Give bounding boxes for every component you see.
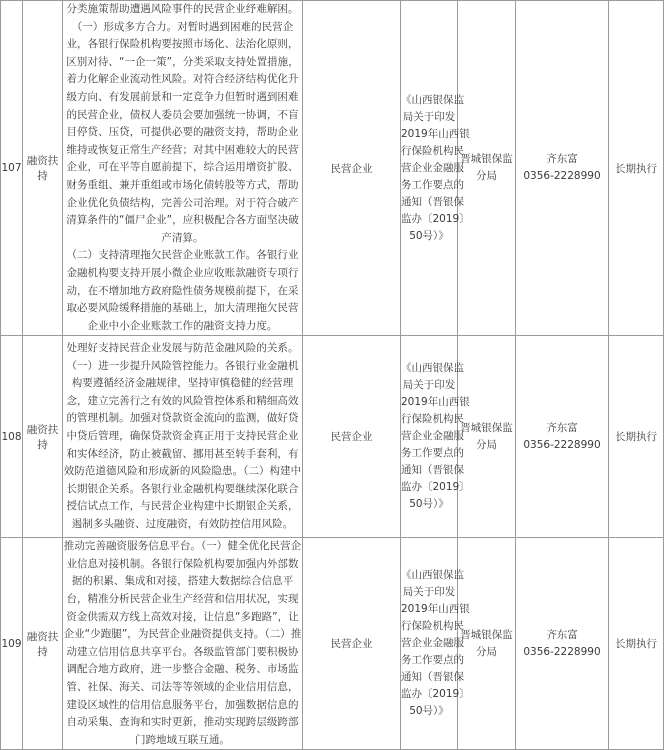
document-line: 监办〔2019〕 xyxy=(401,688,470,701)
document-line: 监办〔2019〕 xyxy=(401,212,470,225)
target-cell: 民营企业 xyxy=(303,336,401,538)
term-cell: 长期执行 xyxy=(609,1,664,336)
contact-phone: 0356-2228990 xyxy=(523,645,601,658)
department-cell xyxy=(458,538,516,750)
contact-cell xyxy=(516,1,609,336)
policy-document-cell xyxy=(401,336,470,538)
document-line: 50号）》 xyxy=(409,498,449,511)
document-line: 行保险机构民 xyxy=(401,144,464,157)
contact-name: 齐东富 xyxy=(546,421,578,434)
policy-document-cell xyxy=(401,538,470,750)
document-line: 2019年山西银 xyxy=(401,603,470,616)
document-line: 局关于印发 xyxy=(402,379,456,392)
document-line: 营企业金融服 xyxy=(401,637,464,650)
category-cell: 融资扶持 xyxy=(23,1,63,336)
document-line: 营企业金融服 xyxy=(401,161,464,174)
document-line: 2019年山西银 xyxy=(401,396,470,409)
department-line: 分局 xyxy=(476,645,497,658)
policy-document-cell xyxy=(401,1,470,336)
document-line: 行保险机构民 xyxy=(401,413,464,426)
category-cell: 融资扶持 xyxy=(23,336,63,538)
contact-phone: 0356-2228990 xyxy=(523,438,601,451)
contact-cell xyxy=(516,336,609,538)
document-line: 通知（晋银保 xyxy=(401,195,464,208)
row-number: 107 xyxy=(1,1,23,336)
department-cell xyxy=(458,1,516,336)
row-number: 108 xyxy=(1,336,23,538)
policy-content-cell xyxy=(63,1,303,336)
document-line: 通知（晋银保 xyxy=(401,464,464,477)
document-line: 局关于印发 xyxy=(402,586,456,599)
document-line: 监办〔2019〕 xyxy=(401,481,470,494)
document-line: 2019年山西银 xyxy=(401,127,470,140)
policy-content-paragraph: 分类施策帮助遭遇风险事件的民营企业纾难解困。 xyxy=(66,3,299,15)
table-row xyxy=(1,538,664,750)
policy-content-paragraph: （一）进一步提升风险管控能力。各银行业金融机构要遵循经济金融规律，坚持审慎稳健的经营理念，建立完善行之有效的风险管控体系和精细高效的管理机制。加强对贷款资金流向的监测，做好贷中贷后管理，确保贷款资金真正用于支持民营企业和实体经济，防止被截留、挪用甚至转手套利，有效防范道德风险和形成新的风险隐患。（二）构建中长期银企关系。各银行业金融机构要继续深化联合授信试点工作，与民营企业构建中长期银企关系，遏制多头融资、过度融资，有效防控信用风险。 xyxy=(63,359,302,530)
term-cell: 长期执行 xyxy=(609,538,664,750)
document-line: 《山西银保监 xyxy=(401,362,464,375)
document-line: 务工作要点的 xyxy=(401,178,464,191)
row-number: 109 xyxy=(1,538,23,750)
policy-content-paragraph: （一）形成多方合力。对暂时遇到困难的民营企业，各银行保险机构要按照市场化、法治化原则，区别对待、“一企一策”，分类采取支持处置措施，着力化解企业流动性风险。对符合经济结构优化升级方向、有发展前景和一定竞争力但暂时遇到困难的民营企业，债权人委员会要加强统一协调，不盲目停贷、压贷，可提供必要的融资支持，帮助企业维持或恢复正常生产经营；对其中困难较大的民营企业，可在平等自愿前提下，综合运用增资扩股、财务重组、兼并重组或市场化债转股等方式，帮助企业优化负债结构，完善公司治理。对于符合破产清算条件的“僵尸企业”，应积极配合各方面坚决破产清算。 xyxy=(66,20,299,244)
policy-content-paragraph: 推动完善融资服务信息平台。（一）健全优化民营企业信息对接机制。各银行保险机构要加强内外部数据的积累、集成和对接，搭建大数据综合信息平台，精准分析民营企业生产经营和信用状况，实现资金供需双方线上高效对接，让信息“多跑路”，让企业“少跑腿”，为民营企业融资提供支持。（二）推动建立信用信息共享平台。各级监管部门要积极协调配合地方政府，进一步整合金融、税务、市场监管、社保、海关、司法等等领域的企业信用信息，建设区域性的信用信息服务平台，加强数据信息的自动采集、查询和实时更新，推动实现跨层级跨部门跨地域互联互通。 xyxy=(63,540,302,746)
department-line: 晋城银保监 xyxy=(460,628,513,641)
document-line: 《山西银保监 xyxy=(401,569,464,582)
document-line: 《山西银保监 xyxy=(401,93,464,106)
policy-content-cell xyxy=(63,538,303,750)
department-cell xyxy=(458,336,516,538)
department-line: 晋城银保监 xyxy=(460,421,513,434)
policy-content-cell xyxy=(63,336,303,538)
document-line: 营企业金融服 xyxy=(401,430,464,443)
document-line: 50号）》 xyxy=(409,705,449,718)
contact-name: 齐东富 xyxy=(546,628,578,641)
contact-cell xyxy=(516,538,609,750)
document-line: 通知（晋银保 xyxy=(401,671,464,684)
table-row xyxy=(1,1,664,336)
policy-content-paragraph: （二）支持清理拖欠民营企业账款工作。各银行业金融机构要支持开展小微企业应收账款融资专项行动，在不增加地方政府隐性债务规模前提下，在采取必要风险缓释措施的基础上，加大清理拖欠民营企业中小企业账款工作的融资支持力度。 xyxy=(66,249,299,332)
document-line: 务工作要点的 xyxy=(401,654,464,667)
table-row xyxy=(1,336,664,538)
document-line: 行保险机构民 xyxy=(401,620,464,633)
category-cell: 融资扶持 xyxy=(23,538,63,750)
department-line: 分局 xyxy=(476,438,497,451)
policy-content-paragraph: 处理好支持民营企业发展与防范金融风险的关系。 xyxy=(66,342,299,355)
term-cell: 长期执行 xyxy=(609,336,664,538)
document-line: 50号）》 xyxy=(409,229,449,242)
contact-phone: 0356-2228990 xyxy=(523,170,601,183)
document-line: 局关于印发 xyxy=(402,110,456,123)
target-cell: 民营企业 xyxy=(303,1,401,336)
department-line: 晋城银保监 xyxy=(460,153,513,166)
contact-name: 齐东富 xyxy=(546,153,578,166)
document-line: 务工作要点的 xyxy=(401,447,464,460)
department-line: 分局 xyxy=(476,170,497,183)
target-cell: 民营企业 xyxy=(303,538,401,750)
